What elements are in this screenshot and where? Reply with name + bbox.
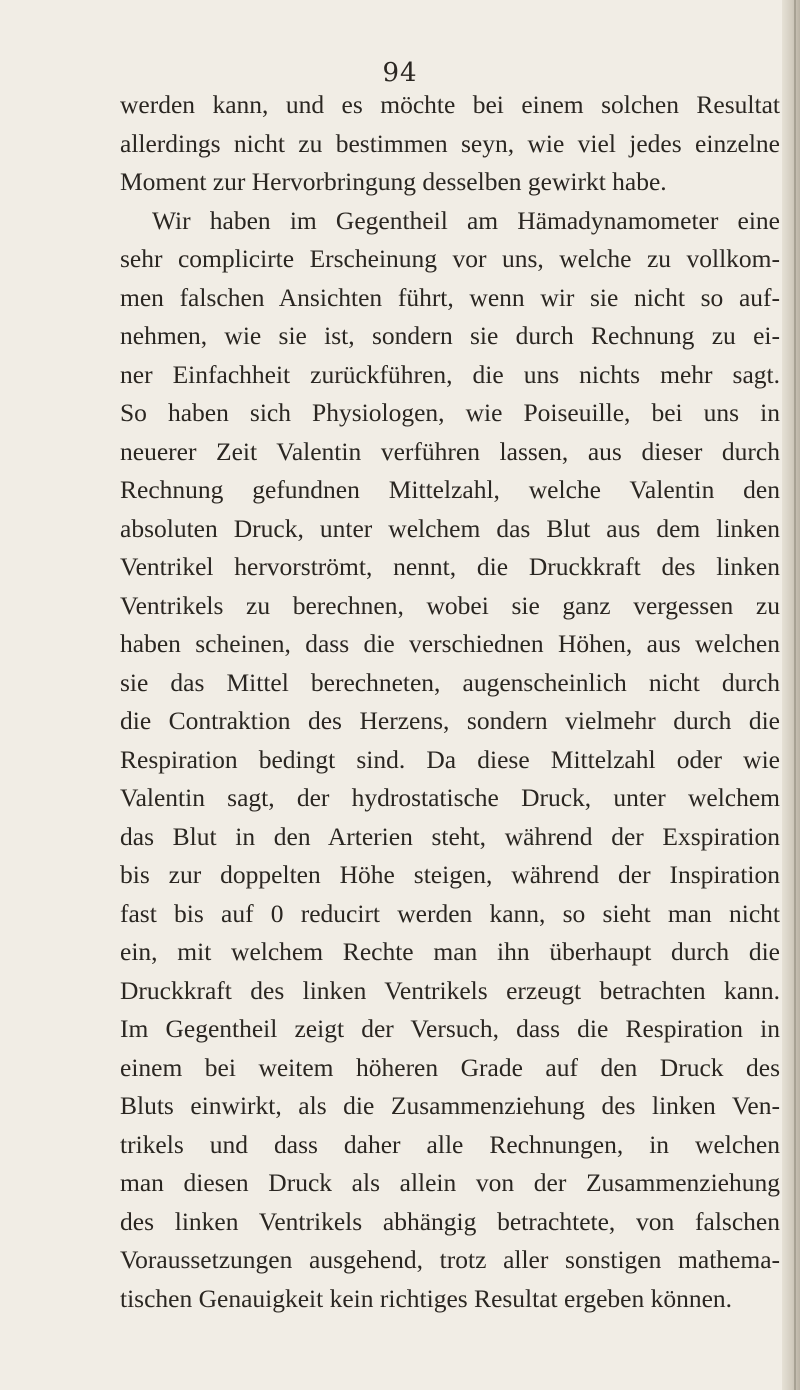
text-line: Ventrikel hervorströmt, nennt, die Druckkraft des linken [120, 552, 780, 581]
text-line: sie das Mittel berechneten, augenscheinlich nicht durch [120, 667, 780, 697]
text-line: ein, mit welchem Rechte man ihn überhaupt durch die [120, 937, 780, 966]
text-line: So haben sich Physiologen, wie Poiseuille, bei uns in [120, 398, 780, 427]
text-line: Im Gegentheil zeigt der Versuch, dass die Respiration in [120, 1014, 780, 1043]
text-line: Valentin sagt, der hydrostatische Druck, unter welchem [120, 783, 780, 812]
text-line: einem bei weitem höheren Grade auf den Druck des [120, 1052, 780, 1082]
text-line: fast bis auf 0 reducirt werden kann, so sieht man nicht [120, 898, 780, 928]
text-line: Wir haben im Gegentheil am Hämadynamometer eine [152, 205, 780, 235]
text-line: Rechnung gefundnen Mittelzahl, welche Valentin den [120, 475, 780, 504]
page-edge [782, 0, 800, 1390]
text-line: sehr complicirte Erscheinung vor uns, welche zu vollkom- [120, 244, 780, 273]
text-line: ner Einfachheit zurückführen, die uns nichts mehr sagt. [120, 359, 780, 389]
text-line: absoluten Druck, unter welchem das Blut aus dem linken [120, 513, 780, 543]
page-number: 94 [382, 58, 418, 88]
text-line: die Contraktion des Herzens, sondern vielmehr durch die [120, 706, 780, 735]
text-line: trikels und dass daher alle Rechnungen, in welchen [120, 1129, 780, 1159]
text-line: men falschen Ansichten führt, wenn wir sie nicht so auf- [120, 282, 780, 312]
page-edge-shadow [794, 0, 796, 1390]
text-line: des linken Ventrikels abhängig betrachtete, von falschen [120, 1206, 780, 1236]
text-line: Ventrikels zu berechnen, wobei sie ganz vergessen zu [120, 590, 780, 620]
text-line: bis zur doppelten Höhe steigen, während der Inspiration [120, 860, 780, 889]
text-line: nehmen, wie sie ist, sondern sie durch Rechnung zu ei- [120, 321, 780, 350]
text-line: werden kann, und es möchte bei einem solchen Resultat [120, 90, 780, 119]
text-line: Voraussetzungen ausgehend, trotz aller sonstigen mathema- [120, 1245, 780, 1274]
text-line: Bluts einwirkt, als die Zusammenziehung des linken Ven- [120, 1091, 780, 1120]
text-line: tischen Genauigkeit kein richtiges Resultat ergeben können. [120, 1283, 733, 1313]
body-text [120, 86, 780, 1318]
text-line: man diesen Druck als allein von der Zusammenziehung [120, 1168, 780, 1197]
text-line: Druckkraft des linken Ventrikels erzeugt betrachten kann. [120, 975, 780, 1005]
text-line: haben scheinen, dass die verschiednen Höhen, aus welchen [120, 629, 780, 658]
text-line: Respiration bedingt sind. Da diese Mittelzahl oder wie [120, 744, 780, 774]
text-line: neuerer Zeit Valentin verführen lassen, aus dieser durch [120, 436, 780, 466]
text-line: Moment zur Hervorbringung desselben gewirkt habe. [120, 167, 667, 196]
text-line: allerdings nicht zu bestimmen seyn, wie viel jedes einzelne [120, 128, 780, 158]
text-line: das Blut in den Arterien steht, während der Exspiration [120, 821, 780, 851]
